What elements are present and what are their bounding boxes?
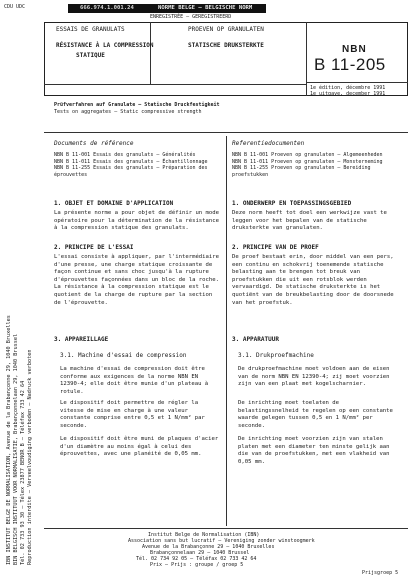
left-section-3-1: 3.1. Machine d'essai de compression bbox=[60, 352, 187, 359]
right-section-3-1-text: De drukproefmachine moet voldoen aan de eisen van de norm NBN EN 12390-4; zij moet voorzien zijn van een plaat met kogelscharnier. bbox=[238, 366, 390, 388]
nbn-logo: NBN bbox=[342, 44, 367, 55]
banner-title: NORME BELGE — BELGISCHE NORM bbox=[158, 5, 253, 11]
left-section-3-2: Le dispositif doit permettre de régler la vitesse de mise en charge à une valeur constante comprise entre 0,5 et 1 N/mm² par seconde. bbox=[60, 400, 205, 429]
left-section-2: L'essai consiste à appliquer, par l'intermédiaire d'une presse, une charge statique croissante de façon continue et sans choc jusqu'à la rupture d'éprouvettes façonnées dans un bloc de la roche. La résistance à la compression statique est le quotient de la charge de rupture par la section de l'éprouvette. bbox=[54, 254, 220, 306]
left-refs-title: Documents de référence bbox=[54, 140, 134, 147]
right-section-1: Deze norm heeft tot doel een werkwijze vast te leggen voor het bepalen van de statische druksterkte van granulaten. bbox=[232, 210, 387, 232]
left-section-3-title: 3. APPAREILLAGE bbox=[54, 336, 109, 343]
edition-fr: 1e édition, décembre 1991 bbox=[310, 85, 386, 91]
ref-line-1: Prüfverfahren auf Granulate — Statische Druckfestigkeit bbox=[54, 102, 220, 108]
banner-code: 666.974.1.001.24 bbox=[80, 5, 134, 11]
footer-line-5: Tél. 02 734 92 05 — Téléfax 02 733 42 64 bbox=[136, 556, 257, 562]
header-left-top: ESSAIS DE GRANULATS bbox=[56, 26, 125, 33]
side-text-1: IBN INSTITUT BELGE DE NORMALISATION, Avenue de la Brabançonne 29, 1040 Bruxelles bbox=[6, 315, 12, 565]
side-text-2: BIN BELGISCH INSTITUUT VOOR NORMALISATIE, Brabançonnelaan 29, 1040 Brussel bbox=[13, 333, 19, 565]
footer-line-6: Prix — Prijs : groupe / groep 5 bbox=[150, 562, 244, 568]
right-refs: NBN B 11-001 Proeven op granulaten — Algemeenheden NBN B 11-011 Proeven op granulaten — Monsterneming NBN B 11-255 Proeven op granulaten — Bereiding proefstukken bbox=[232, 152, 383, 178]
footer-line-4: Brabançonnelaan 29 — 1040 Brussel bbox=[150, 550, 250, 556]
right-section-3-3: De inrichting moet voorzien zijn van stalen platen met een diameter ten minste gelijk aan die van de proefstukken, met een vlakheid van 0,05 mm. bbox=[238, 436, 390, 465]
cdu-label: CDU UDC bbox=[4, 4, 26, 10]
header-right-top: PROEVEN OP GRANULATEN bbox=[188, 26, 264, 33]
footer-line-2: Association sans but lucratif — Vereniging zonder winstoogmerk bbox=[128, 538, 315, 544]
side-text-3: Tél. 02 733 93 30 — Télex 23877 BENOR B — Téléfax 733 42 64 bbox=[20, 380, 26, 565]
footer-line-1: Institut Belge de Normalisation (IBN) bbox=[148, 532, 260, 538]
left-section-3-3: Le dispositif doit être muni de plaques d'acier d'un diamètre au moins égal à celui des éprouvettes, avec une planéité de 0,05 mm. bbox=[60, 436, 219, 458]
header-left-main: RÉSISTANCE À LA COMPRESSION bbox=[56, 42, 154, 49]
ref-line-2: Tests on aggregates — Static compressive strength bbox=[54, 109, 202, 115]
price-group: Prijsgroep 5 bbox=[362, 570, 399, 576]
banner-subtitle: ENREGISTRÉE — GEREGISTREERD bbox=[150, 14, 232, 20]
side-text-4: Reproduction interdite — Verveelvoudiging verboden — Nadruck verboten bbox=[27, 349, 33, 565]
right-section-3-2: De inrichting moet toelaten de belastingssnelheid te regelen op een constante waarde gelegen tussen 0,5 en 1 N/mm² per seconde. bbox=[238, 400, 393, 429]
left-refs: NBN B 11-001 Essais des granulats — Généralités NBN B 11-011 Essais des granulats — Échantillonnage NBN B 11-255 Essais des granulats — Préparation des éprouvettes bbox=[54, 152, 208, 178]
edition-nl: 1e uitgave, december 1991 bbox=[310, 91, 386, 97]
left-section-2-title: 2. PRINCIPE DE L'ESSAI bbox=[54, 244, 134, 251]
right-section-3-1: 3.1. Drukproefmachine bbox=[238, 352, 314, 359]
left-section-3-1-text: La machine d'essai de compression doit être conforme aux exigences de la norme NBN EN 12390-4; elle doit être munie d'un plateau à rotule. bbox=[60, 366, 209, 395]
right-section-2: De proef bestaat erin, door middel van een pers, een continu en schokvrij toenemende statische belasting aan te brengen tot breuk van proefstukken die uit een rotsblok werden vervaardigd. De statische druksterkte is het quotiënt van de breukbelasting door de doorsnede van het proefstuk. bbox=[232, 254, 394, 306]
right-section-1-title: 1. ONDERWERP EN TOEPASSINGSGEBIED bbox=[232, 200, 352, 207]
left-section-1-title: 1. OBJET ET DOMAINE D'APPLICATION bbox=[54, 200, 174, 207]
header-right-main: STATISCHE DRUKSTERKTE bbox=[188, 42, 264, 49]
right-refs-title: Referentiedocumenten bbox=[232, 140, 305, 147]
left-section-1: La présente norme a pour objet de définir un mode opératoire pour la détermination de la résistance à la compression statique des granulats. bbox=[54, 210, 220, 232]
norm-number: B 11-205 bbox=[314, 55, 386, 74]
right-section-2-title: 2. PRINCIPE VAN DE PROEF bbox=[232, 244, 319, 251]
right-section-3-title: 3. APPARATUUR bbox=[232, 336, 279, 343]
footer-line-3: Avenue de la Brabançonne 29 — 1040 Bruxelles bbox=[142, 544, 275, 550]
header-left-sub: STATIQUE bbox=[76, 52, 105, 59]
